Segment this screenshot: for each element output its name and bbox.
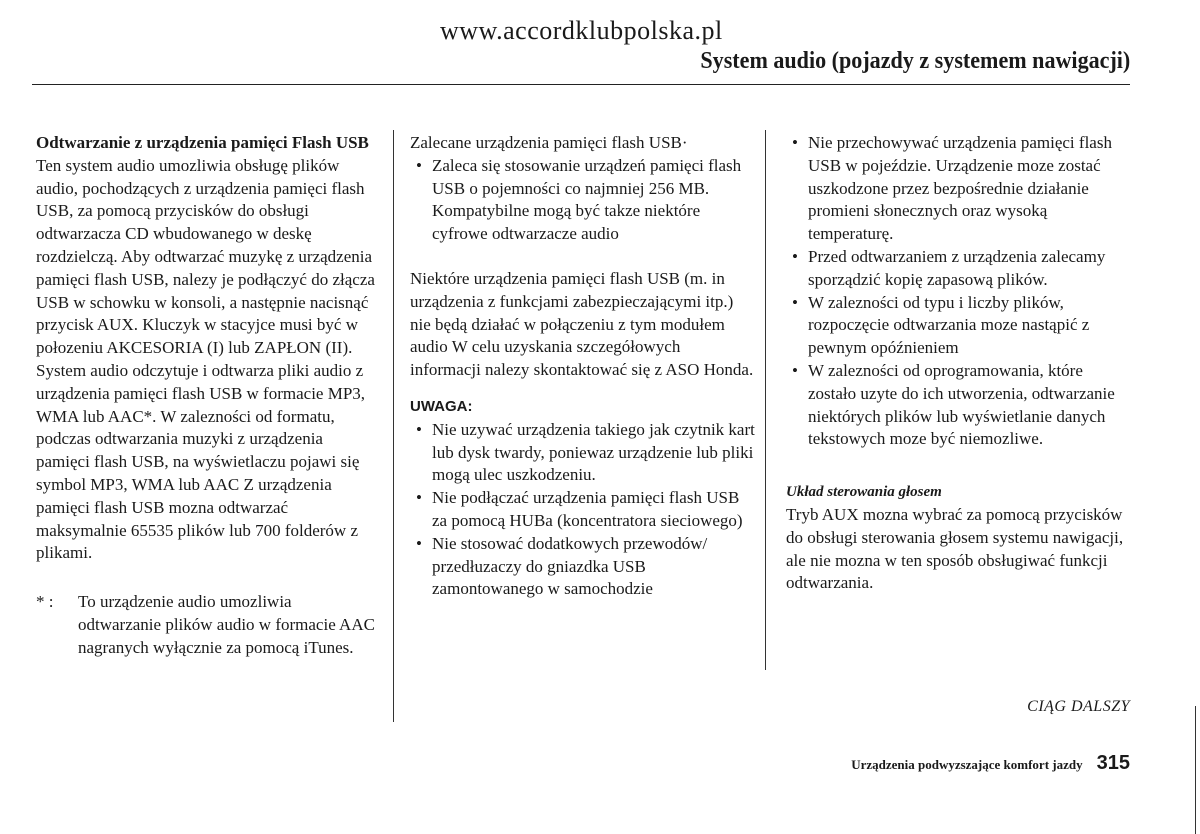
- section-heading: Odtwarzanie z urządzenia pamięci Flash USB: [36, 133, 369, 152]
- warning-list: [410, 419, 755, 601]
- storage-list: [786, 132, 1131, 451]
- list-item: • Nie podłączać urządzenia pamięci flash USB za pomocą HUBa (koncentratora sieciowego): [410, 487, 755, 533]
- recommend-intro: Zalecane urządzenia pamięci flash USB·: [410, 133, 688, 152]
- page-number: 315: [1096, 752, 1130, 774]
- recommend-list: [410, 155, 755, 246]
- column-right: [786, 132, 1131, 595]
- body-paragraph: Ten system audio umozliwia obsługę plików audio, pochodzących z urządzenia pamięci flash USB, za pomocą przycisków do obsługi odtwarzacza CD wbudowanego w deskę rozdzielczą. Aby odtwarzać muzykę z urządzenia pamięci flash USB, nalezy je podłączyć do złącza USB w schowku w konsoli, a następnie nacisnąć przycisk AUX. Kluczyk w stacyjce musi być w połozeniu AKCESORIA (I) lub ZAPŁON (II). System audio odczytuje i odtwarza pliki audio z urządzenia pamięci flash USB w formacie MP3, WMA lub AAC*. W zalezności od formatu, podczas odtwarzania muzyki z urządzenia pamięci flash USB, na wyświetlaczu pojawi się symbol MP3, WMA lub AAC Z urządzenia pamięci flash USB mozna odtwarzać maksymalnie 65535 plików lub 700 folderów z plikami.: [36, 155, 375, 563]
- body-paragraph: Niektóre urządzenia pamięci flash USB (m. in urządzenia z funkcjami zabezpieczającymi itp.) nie będą działać w połączeniu z tym modułem audio W celu uzyskania szczegółowych informacji nalezy skontaktować się z ASO Honda.: [410, 268, 754, 380]
- site-url: www.accordklubpolska.pl: [440, 16, 723, 45]
- list-item: • Nie przechowywać urządzenia pamięci flash USB w pojeździe. Urządzenie moze zostać uszkodzone przez bezpośrednie działanie promieni słonecznych oraz wysoką temperaturę.: [786, 132, 1131, 246]
- list-item: • Zaleca się stosowanie urządzeń pamięci flash USB o pojemności co najmniej 256 MB. Kompatybilne mogą być takze niektóre cyfrowe odtwarzacze audio: [410, 155, 755, 246]
- voice-control-heading: Układ sterowania głosem: [786, 484, 942, 501]
- warning-heading: UWAGA:: [410, 397, 473, 415]
- column-divider: [393, 130, 394, 722]
- asterisk-marker: * :: [36, 592, 54, 612]
- page-title: System audio (pojazdy z systemem nawigacji): [700, 48, 1130, 74]
- page-footer: [851, 752, 1130, 775]
- column-left: [36, 132, 376, 660]
- voice-control-text: Tryb AUX mozna wybrać za pomocą przycisków do obsługi sterowania głosem systemu nawigacji, ale nie mozna w ten sposób obsługiwać funkcji odtwarzania.: [786, 504, 1124, 593]
- footnote: [36, 591, 376, 659]
- continued-label: CIĄG DALSZY: [1027, 698, 1130, 715]
- page-edge-mark: [1195, 706, 1196, 834]
- list-item: • Nie stosować dodatkowych przewodów/ przedłuzaczy do gniazdka USB zamontowanego w samochodzie: [410, 533, 755, 601]
- list-item: • Przed odtwarzaniem z urządzenia zalecamy sporządzić kopię zapasową plików.: [786, 246, 1131, 292]
- list-item: • W zalezności od typu i liczby plików, rozpoczęcie odtwarzania moze nastąpić z pewnym opóźnieniem: [786, 292, 1131, 360]
- column-divider: [765, 130, 766, 670]
- header-divider: [32, 84, 1130, 85]
- column-middle: [410, 132, 755, 601]
- list-item: • W zalezności od oprogramowania, które zostało uzyte do ich utworzenia, odtwarzanie niektórych plików lub wyświetlanie danych tekstowych moze być niemozliwe.: [786, 360, 1131, 451]
- footnote-text: To urządzenie audio umozliwia odtwarzanie plików audio w formacie AAC nagranych wyłącznie za pomocą iTunes.: [78, 592, 375, 657]
- list-item: • Nie uzywać urządzenia takiego jak czytnik kart lub dysk twardy, poniewaz urządzenie lub pliki mogą ulec uszkodzeniu.: [410, 419, 755, 487]
- section-name: Urządzenia podwyzszające komfort jazdy: [851, 757, 1083, 772]
